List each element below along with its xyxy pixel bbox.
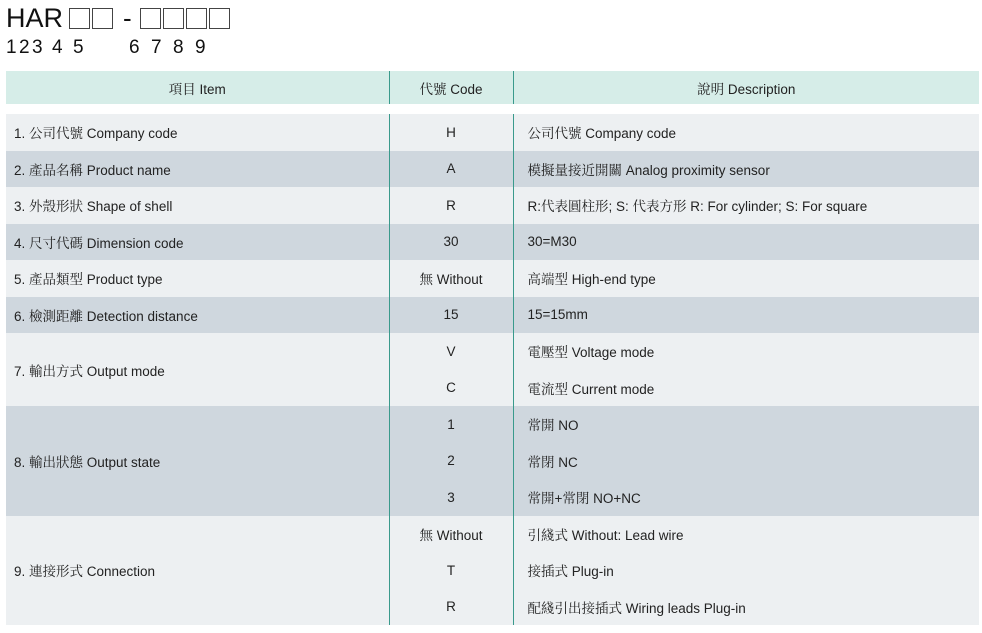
item-cell: 6. 檢測距離 Detection distance	[14, 308, 198, 324]
table-row	[6, 260, 979, 297]
item-cell: 9. 連接形式 Connection	[14, 564, 156, 580]
description-cell: 15=15mm	[513, 297, 979, 334]
code-cell: R	[389, 589, 513, 626]
header-item: 項目 Item	[6, 71, 389, 104]
table-row	[6, 516, 979, 553]
description-cell: 電流型 Current mode	[513, 370, 979, 407]
table-row	[6, 406, 979, 443]
item-cell: 8. 輸出狀態 Output state	[14, 454, 161, 470]
position-number: 8	[173, 37, 184, 58]
code-cell: A	[389, 151, 513, 188]
position-number: 6	[129, 37, 140, 58]
code-cell: T	[389, 552, 513, 589]
model-code-table	[6, 71, 979, 625]
position-number: 3	[32, 37, 43, 58]
description-cell: 引綫式 Without: Lead wire	[513, 516, 979, 553]
description-cell: 高端型 High-end type	[513, 260, 979, 297]
position-number: 1	[6, 37, 17, 58]
code-box-5	[186, 8, 207, 29]
position-number: 9	[195, 37, 206, 58]
item-cell: 7. 輸出方式 Output mode	[14, 363, 165, 379]
header-code: 代號 Code	[389, 71, 513, 104]
description-cell: 電壓型 Voltage mode	[513, 333, 979, 370]
code-cell: 無 Without	[389, 260, 513, 297]
code-cell: 1	[389, 406, 513, 443]
description-cell: 常閉 NC	[513, 443, 979, 480]
position-number: 7	[151, 37, 162, 58]
code-box-4	[163, 8, 184, 29]
description-cell: 公司代號 Company code	[513, 114, 979, 151]
model-separator: -	[123, 3, 132, 33]
model-code-header	[6, 3, 232, 33]
description-cell: 接插式 Plug-in	[513, 552, 979, 589]
code-box-3	[140, 8, 161, 29]
code-cell: V	[389, 333, 513, 370]
position-number: 4	[52, 37, 63, 58]
code-cell: 15	[389, 297, 513, 334]
table-row	[6, 333, 979, 370]
description-cell: R:代表圓柱形; S: 代表方形 R: For cylinder; S: For square	[513, 187, 979, 224]
description-cell: 30=M30	[513, 224, 979, 261]
code-cell: H	[389, 114, 513, 151]
table-row	[6, 114, 979, 151]
code-cell: C	[389, 370, 513, 407]
description-cell: 常開+常閉 NO+NC	[513, 479, 979, 516]
position-numbers	[6, 37, 209, 59]
item-cell: 3. 外殼形狀 Shape of shell	[14, 199, 173, 215]
code-cell: 30	[389, 224, 513, 261]
description-cell: 模擬量接近開關 Analog proximity sensor	[513, 151, 979, 188]
item-cell: 2. 產品名稱 Product name	[14, 162, 171, 178]
item-cell: 4. 尺寸代碼 Dimension code	[14, 235, 184, 251]
position-number: 5	[73, 37, 84, 58]
code-cell: 2	[389, 443, 513, 480]
table-row	[6, 224, 979, 261]
table-row	[6, 297, 979, 334]
table-row	[6, 187, 979, 224]
code-cell: 3	[389, 479, 513, 516]
table-row	[6, 151, 979, 188]
code-cell: 無 Without	[389, 516, 513, 553]
position-number: 2	[19, 37, 30, 58]
item-cell: 5. 產品類型 Product type	[14, 272, 163, 288]
code-box-2	[92, 8, 113, 29]
description-cell: 配綫引出接插式 Wiring leads Plug-in	[513, 589, 979, 626]
header-description: 說明 Description	[513, 71, 979, 104]
code-cell: R	[389, 187, 513, 224]
table-header-row	[6, 71, 979, 104]
item-cell: 1. 公司代號 Company code	[14, 126, 178, 142]
model-prefix: HAR	[6, 3, 64, 33]
description-cell: 常開 NO	[513, 406, 979, 443]
code-box-1	[69, 8, 90, 29]
code-box-6	[209, 8, 230, 29]
